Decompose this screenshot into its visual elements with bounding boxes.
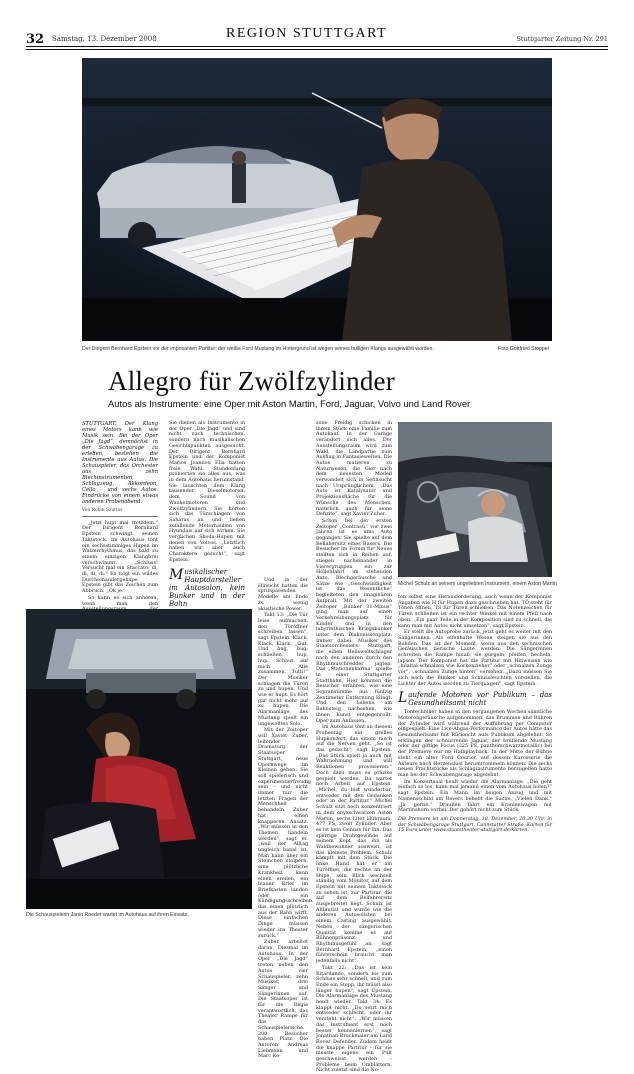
info-box: Die Premiere ist am Donnerstag, 18. Dezember, 20.30 Uhr, in der Schwabengarage Stuttgart, Cannstatter Straße. Karten für 15 Euro unter www.staatstheater-stuttgart.de/karten. [398, 816, 552, 834]
right-photo-caption: Michel Schulz an seinem ungeliebten Instrument, einem Aston Martin [398, 581, 557, 587]
body-paragraph: ten selbst eine Herausforderung, auch wenn der Komponist Angaben wie H für Hupen dazu geschrieben hat. TÖ steht für Tönen öffnen, TS für Türen schließen. Das Notenzeichen für Türen schließen ist ein rechter Winkel mit einem Pfeil nach oben. „Ein paar Teile in der Komposition sind zu schnell, die kann man mit Autos nicht umsetzen“, sagt Epstein. [398, 594, 552, 629]
body-paragraph: Im Konzertsaal heult wieder die Alarmanlage. „Die geht einfach so los, kann mal jemand einen vom Autohaus holen?“ sagt Epstein. Ein Mann im beigen Anzug und mit Namensschild am Revers behebt die Sache. „Vielen Dank.“ „Ja, gerne.“ Draußen fährt ein Kranlenwagen mit Martinshorn vorbei. Der gehört nicht zum Stück. [398, 778, 552, 814]
body-paragraph: Takt 13: „Die Tür leise aufmachen, den Türöffner schreiben lassen“, sagt Epstein. Klack, Klack, Klack. „Gut. Und bug, bug, schließen, hup, hup. Schaut auf mich. Alle zusammen. Tutti!“ Der Musiker schlagen die Türen zu und hupen. Und wie er hupt. Es hört gar nicht mehr auf zu hupen. Die Alarmanlage des Mustang spielt ein ungewolltes Solo. [258, 612, 308, 727]
body-paragraph: Schon bei der ersten Zeitoper „Contrasti“ vor zwei Jahren ist es ums Auto gegangen. Sie spielte auf dem Bellahersitz eines Rasers. Die Besucher im Forum für Neues stellten sich in Reihen auf, stiegen nacheinander in Vierergruppen ein zur Höllenfahrt im stehenden Auto. Blechgeräusche und Sätze wie „Geschwindigkeit ist das Wesentliche“ begleiteten den imaginären Aufprall. Mit der zweiten Zeitoper „Bunker 31-Minus“ ging man auf einen Verkehrsübungsplatz für Kinder und in den labyrinthischen Kriegsbunker unter dem Diakonissenplatz. Immer dabei: Musiker des Staatsorchesters Stuttgart, die einen Heilsweltschlager nach den anderen durch den Rhythmuschredder jagten. Das „Stationenkarma“ spielte in einer Stuttgarter Stadtbahn. Hier konnten die Besucher erfahren, wie eine Sopranstimme aus fünfzig Zentimeter Entfernung klingt. Und den Lebens am Bahnsteig nachsehen, wie ihnen Kunst entgegenrollt. Oper zum Anfassen. [316, 517, 392, 724]
intertitle-1 [169, 568, 245, 608]
header-rule [26, 46, 608, 47]
intertitle-text: aufende Motoren vor Publikum – das Gesundheitsamt nicht [408, 691, 552, 708]
subline: Autos als Instrumente: eine Oper mit Aston Martin, Ford, Jaguar, Volvo und Land Rover [108, 398, 471, 409]
intertitle-initial: M [169, 566, 184, 583]
intertitle-text: usikalischer Hauptdarsteller im Autosalon, kein Bunker und in der Bahn [169, 567, 245, 608]
body-paragraph: Tontechniker haben in den vergangenen Wochen sämtliche Motorengeräusche aufgenommen, das Brummen und Röhren der Zylinder wird während der Aufführung per Computer eingespielt. Eine Live-Abgas-Performance der Autos hätte das Gesundheitsamt mit Rücksicht aufs Publikum abgelehnt. So erklingen der schnurrende Jaguar, der brüllende Mustang oder der giftige Focus (225 PS, pantherschwarzmetallic) bei der Premiere nur im Halbplayback. In der Mitte der Bühne steht ein alter Ford Courier, auf dessen Karosserie die Akteure nach Herzenslust herumtrommeln können. Die sechs neuen Prachtstücke als Schlaginstrumente herzugeben hatte man bei der Schwabengarage abgelehnt. [398, 709, 552, 778]
intertitle-2 [398, 691, 552, 707]
column-2-lower [258, 577, 314, 1060]
column-2 [169, 420, 245, 608]
body-paragraph: Er stellt die Autoprobe zurück, jetzt geht es weiter mit den Sängerinnen. Als elfenhafte Wesen steigen sie aus den Boliden. Das ist der Moment, wenn aus den technischen Geräuschen tierische Laute werden. Die Sängerinnen schreiten die Rampe hinab, sie gurgeln, pfeifen, hecheln, japsen. Der Komponist hat die Partitur mit Hinweisen wie „hilaltal schnalzen wie Korkenzieher“ oder „schnalzen Zunge vor“, „schnalzen Zunge hinten“ versehen. „Dazu müssen Sie sich noch die Blinker und Schlussleuchten vorstellen, die Lichter der Autos werden zu Tierquagen“, sagt Epstein. [398, 629, 552, 687]
column-1 [82, 421, 158, 606]
body-paragraph: „Jetzt hupt mal trotzdem.“ Der Dirigent Bernhard Epstein schwingt seinen Taktstock. Im Autohaus tönt ein sechsstimmiges Hupen im Walzerrhythmus, das bald zu einem einzigen Klangbrei verschwimmt. „Schluss! Versucht mal ein Staccato: di, di, di, di.“ Es folgt ein wildes Durcheinandergehupe. Epstein gibt das Zeichen zum Abbruch. „Ok je.“ [82, 519, 158, 595]
lead-paragraph: STUTTGART. Der Klang eines Motors kann wie Musik sein. Bei der Oper „Die Jagd“, demnächst in der Schwabengarage zu erleben, bestehen die Instrumente aus Autos. Die Schauspieler, das Orchester aus zehn Blechinstrumenten, Schlagzeug, Akkordeon, Cello – und sechs Autos. Eindrücke von einem etwas anderen Probenabend. [82, 421, 158, 505]
newspaper-issue: Stuttgarter Zeitung Nr. 291 [516, 35, 608, 43]
body-paragraph: Im Autohaus tönt an diesem Probentag ein grelles Hupkonzert, das einem rasch auf die Nerven geht. „So ist das gedacht“, sagt Epstein. „Das Stück spielt ja auch mit Wahrnehmung und will Reaktionen provozieren.“ Doch dazu muss es präzise gespielt werden. Da wartet noch Arbeit auf Epstein. „Michel, du bist wunderbar, entweder mit den Gedanken oder in der Partitur.“ Michel Schulz sitzt hoch konzentriert in dem onyxschwarzen Aston Martin, sechs Liter Hubraum, 477 PS, zwölf Zylinder. Aber es ist kein Genuss für ihn. Das sperrige Drahtgewinde auf seinem Kopf, das ihn als Waldbewohner ausweist, ist das kleinste Problem. Schulz kämpft mit dem Stück. Die linke Hand hat er am Türöffner, die rechte an der Hupe, sein Blick wechselt ständig vom Monitor, auf dem Epstein mit seinem Taktstock zu sehen ist, zur Partitur, die auf dem Beifahrersitz ausgebreitet liegt. Schulz ist Altlautist und wurde wie die anderen Autosolisten bei einem Casting ausgewählt. Neben der sängerischen Qualität komme es auf Bühnenpräsenz und Rhythmusgefühl an, sagt Bernhard Epstein, „einen führerschein braucht man jedenfalls nicht“. [316, 724, 392, 965]
right-photo [398, 422, 552, 577]
body-paragraph: Und in der Hinsicht hatten die spritsparenden Modelle am Ende zu wenig akustische Power. [258, 577, 308, 612]
author-line: Von Robin Szuttor [82, 508, 158, 517]
headline: Allegro für Zwölfzylinder [108, 366, 395, 396]
body-paragraph: So kann es sich anhören, wenn man den [82, 594, 158, 607]
column-4 [398, 595, 552, 921]
body-paragraph: Zuber arbeitet daran. Diesmal im Autohaus. In der Oper „Die Jagd“ treten neben den Autos vier Schauspieler, zehn Musiker, drei Sänger und Sängerinnen auf. Die Staatsoper ist für die Regie verantwortlich, das Theater Rampe für das Schauspielerische. 200 Besucher haben Platz. Die Autoren Andreas Liebmann und Marc Ke- [258, 939, 308, 1060]
intertitle-initial: L [398, 690, 408, 707]
body-paragraph: Sie dienen als Instrumente in der Oper „Die Jagd“ und sind nicht nach technischen, sondern nach musikalischen Gesichtspunkten ausgesucht. Der Dirigent Bernhard Epstein und der Komponist Marios Joannou Elia hatten freie Wahl. Stundenlang probierten sie alles aus, was in dem Autohaus herumstand. Sie lauschten dem Klang tausender Dieselmotoren, dem Sound von Wankelmotoren und Zwölfzylindern. Sie hörten sich das Türschlagen von Saharas an und ließen zufallende Motorhauben von Hyundais auf sich wirken. Sie verglichen Skoda-Hupen mit denen von Volvos. „Letztlich haben wir aber auch Charaktere gesucht“, sagt Epstein. [169, 420, 245, 563]
column-3 [316, 420, 392, 1074]
top-photo [82, 58, 552, 341]
page-number: 32 [26, 32, 45, 47]
top-photo-credit: Foto Gottfried Stoppel [498, 346, 549, 352]
body-paragraph: Mit der Zeitoper will Xavier Zuber, leitender Dramaturg der Staatsoper Stuttgart, neue Opernwege im Kleinen gehen. Sie soll spielerisch und experimentierfreudig sein – und nicht immer nur die letzten Fragen der Menschheit behandeln. Zuber hat einen knapperen Ansatz. „Wir müssen in den Themen handeln werden“, sagt er. „weil der Alltag ungleich banal ist. Man kann über ein Steinchen stolpern, eine plötzliche Krankheit kann einen ereilen, ein blauer Brief im Briefkasten landen oder ein Kündigungsschreiben, das einen plötzlich aus der Bahn wirft. Diese einfachen Dinge müssen wieder ins Theater zurück.“ [258, 727, 314, 939]
top-photo-caption: Der Dirigent Bernhard Epstein vor der imposanten Partitur: der weiße Ford Mustang im Hintergrund ist wegen seines bulligen Klangs ausgewählt worden. [82, 346, 434, 352]
left-photo [26, 609, 252, 909]
section-title: REGION STUTTGART [226, 26, 388, 41]
header-rule-thin [26, 49, 608, 50]
body-paragraph: Takt 22: „Das ist kein Ritardando, sondern bis zum Schluss sehr schnell, und zum Ende ein Stopp, ihr müsst also länger hupen“, sagt Epstein. Die Alarmanlage des Mustang heult wieder. Takt 34: Es klappt nicht. „Du setzt mich entweder schlecht, oder ihr versteht nicht“. „Wir müssen das Instrument erst noch besser kennenlernen“, sagt Jonathan Bruckmaier am Land Rover Defender. Zudem heißt die knappe Partitur – für sie musste eigens ein Pult geschweisst werden – Probleme beim Umblättern. Nicht zuletzt sind die No- [316, 964, 392, 1074]
body-paragraph: zone Freidig schicken in ihrem Stück eine Familie zum Autokauf. In der Garage verändert sich alles. Der Ausstellungsraum wird zum Wald, die Landpartie zum Ausflug in Fantasiewelten. Die Autos mutieren zu Naturwesen, die Gier nach dem neuesten Modell verwandelt sich in Sehnsucht nach Ursprünglichem. „Das Auto ist Katalysator und Projektionsfläche für die Wünsche des Menschen, natürlich auch für seine Defizite“, sagt Xavier Zuber. [316, 420, 392, 518]
issue-date: Samstag, 13. Dezember 2008 [52, 35, 157, 43]
left-photo-caption: Die Schauspielerin Janin Roeder wartet im Autohaus auf ihren Einsatz. [26, 912, 189, 918]
